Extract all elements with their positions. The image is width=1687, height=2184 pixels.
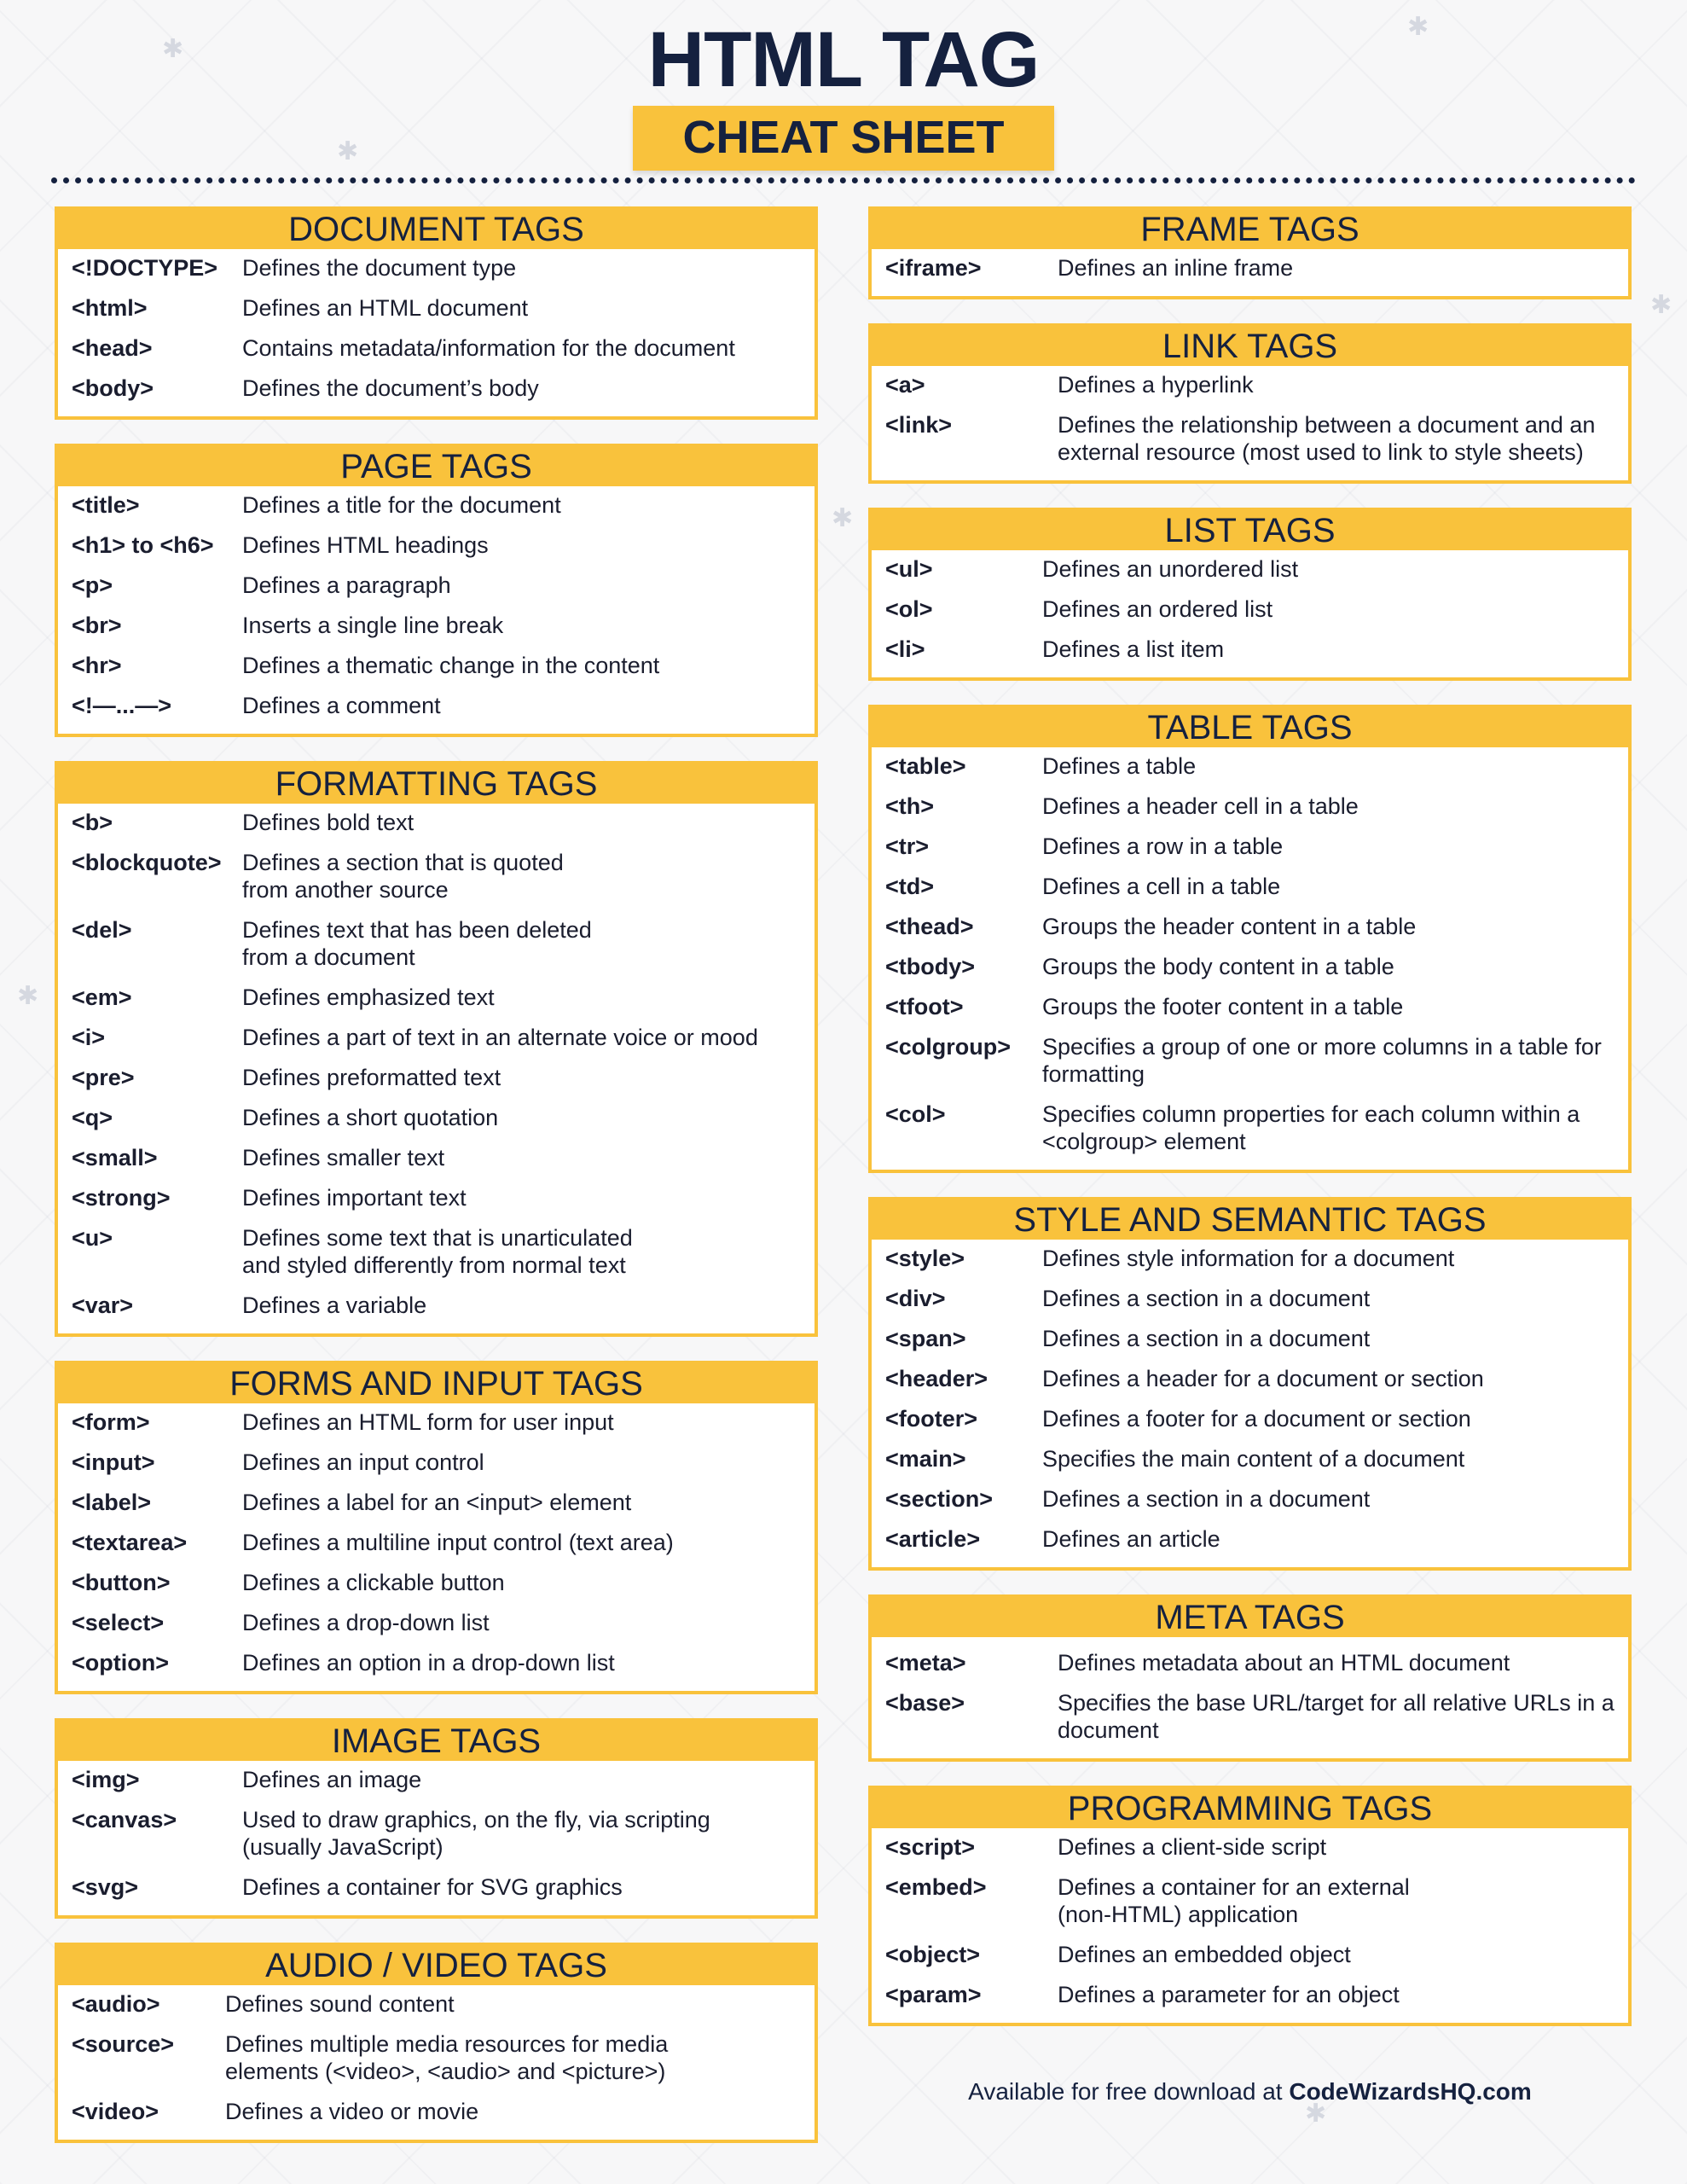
document-tags-section — [55, 206, 818, 420]
dotted-divider — [51, 177, 1636, 183]
tag-row — [72, 254, 801, 282]
tag-row — [72, 1529, 801, 1556]
tag-row — [72, 1990, 801, 2018]
link-tags-section — [868, 323, 1632, 484]
tag-description: Defines a title for the document — [242, 492, 561, 518]
tag-row — [72, 334, 801, 362]
tag-name: <main> — [885, 1446, 966, 1472]
tag-row — [885, 1285, 1615, 1312]
tag-row — [72, 1409, 801, 1436]
tag-row — [885, 993, 1615, 1020]
tag-description: Inserts a single line break — [242, 613, 504, 638]
tag-name: <ol> — [885, 596, 933, 622]
sparkle-icon: ✱ — [1407, 13, 1429, 41]
tag-description: Defines an article — [1042, 1526, 1220, 1552]
tag-name: <blockquote> — [72, 850, 222, 875]
tag-row — [885, 873, 1615, 900]
tag-description: Defines a table — [1042, 753, 1197, 779]
tag-description: Defines a cell in a table — [1042, 874, 1281, 899]
tag-description: Defines a short quotation — [242, 1105, 499, 1130]
tag-name: <tbody> — [885, 954, 976, 979]
section-title: PAGE TAGS — [58, 447, 815, 486]
tag-row — [885, 1981, 1615, 2008]
tag-description: Defines an unordered list — [1042, 556, 1299, 582]
tag-description: Defines style information for a document — [1042, 1246, 1455, 1271]
tag-description: Defines sound content — [225, 1991, 455, 2017]
tag-name: <meta> — [885, 1650, 966, 1676]
tag-name: <canvas> — [72, 1807, 177, 1833]
tag-row — [885, 636, 1615, 663]
tag-row — [885, 953, 1615, 980]
tag-description: Defines the document type — [242, 255, 517, 281]
tag-name: <footer> — [885, 1406, 978, 1432]
tag-description: Defines a part of text in an alternate voice or mood — [242, 1025, 758, 1050]
tag-description: Defines a container for SVG graphics — [242, 1874, 623, 1900]
tag-description: Defines an option in a drop-down list — [242, 1650, 615, 1676]
tag-description: Defines an inline frame — [1058, 255, 1294, 281]
section-title: PROGRAMMING TAGS — [872, 1789, 1628, 1828]
tag-description: Defines a client-side script — [1058, 1834, 1327, 1860]
tag-description: Defines an ordered list — [1042, 596, 1273, 622]
tag-row — [72, 692, 801, 719]
sparkle-icon: ✱ — [832, 504, 854, 532]
list-tags-section — [868, 508, 1632, 681]
tag-description: Defines a label for an <input> element — [242, 1490, 632, 1515]
tag-row — [72, 1873, 801, 1901]
tag-row — [72, 294, 801, 322]
tag-row — [885, 913, 1615, 940]
tag-name: <var> — [72, 1292, 134, 1318]
tag-name: <br> — [72, 613, 122, 638]
tag-name: <table> — [885, 753, 966, 779]
tag-description: Defines a footer for a document or section — [1042, 1406, 1471, 1432]
sparkle-icon: ✱ — [162, 35, 184, 63]
tag-row — [72, 916, 801, 971]
audio-video-tags-section — [55, 1943, 818, 2143]
tag-row — [885, 752, 1615, 780]
tag-row — [72, 1024, 801, 1051]
tag-description: Specifies column properties for each column within a <colgroup> element — [1042, 1101, 1580, 1154]
section-title: IMAGE TAGS — [58, 1722, 815, 1761]
sparkle-icon: ✱ — [1305, 2100, 1327, 2128]
tag-row — [72, 572, 801, 599]
tag-row — [72, 1449, 801, 1476]
tag-name: <html> — [72, 295, 148, 321]
tag-description: Defines a parameter for an object — [1058, 1982, 1400, 2007]
footer-text: Available for free download at — [968, 2078, 1290, 2105]
image-tags-section — [55, 1718, 818, 1919]
tag-row — [885, 1689, 1615, 1744]
tag-name: <object> — [885, 1942, 981, 1967]
page-title: HTML TAG — [647, 16, 1040, 103]
tag-row — [885, 1245, 1615, 1272]
tag-name: <link> — [885, 412, 953, 438]
table-tags-section — [868, 705, 1632, 1173]
tag-description: Specifies the main content of a document — [1042, 1446, 1465, 1472]
page-tags-section — [55, 444, 818, 737]
frame-tags-section — [868, 206, 1632, 299]
left-column — [55, 206, 818, 2167]
tag-row — [885, 1365, 1615, 1392]
tag-row — [885, 1525, 1615, 1553]
tag-name: <div> — [885, 1286, 946, 1311]
tag-description: Defines a hyperlink — [1058, 372, 1254, 398]
tag-row — [72, 1766, 801, 1793]
tag-row — [885, 254, 1615, 282]
tag-description: Defines important text — [242, 1185, 467, 1211]
tag-name: <button> — [72, 1570, 171, 1595]
tag-name: <span> — [885, 1326, 966, 1351]
tag-name: <audio> — [72, 1991, 160, 2017]
tag-row — [885, 411, 1615, 466]
tag-description: Defines a container for an external (non-HTML) application — [1058, 1874, 1410, 1927]
page-subtitle: CHEAT SHEET — [633, 106, 1053, 171]
style-semantic-tags-section — [868, 1197, 1632, 1571]
sparkle-icon: ✱ — [337, 137, 359, 166]
tag-description: Defines a paragraph — [242, 572, 451, 598]
tag-name: <strong> — [72, 1185, 171, 1211]
tag-row — [885, 555, 1615, 583]
tag-description: Groups the body content in a table — [1042, 954, 1394, 979]
tag-row — [885, 833, 1615, 860]
tag-description: Defines a multiline input control (text area) — [242, 1530, 674, 1555]
tag-row — [885, 1033, 1615, 1088]
tag-description: Defines some text that is unarticulated and styled differently from normal text — [242, 1225, 633, 1278]
tag-name: <iframe> — [885, 255, 982, 281]
tag-name: <del> — [72, 917, 132, 943]
tag-name: <body> — [72, 375, 154, 401]
tag-row — [885, 1101, 1615, 1155]
tag-row — [72, 531, 801, 559]
tag-name: <thead> — [885, 914, 974, 939]
tag-name: <input> — [72, 1449, 155, 1475]
tag-name: <svg> — [72, 1874, 139, 1900]
programming-tags-section — [868, 1786, 1632, 2026]
tag-row — [885, 1649, 1615, 1676]
tag-row — [72, 2098, 801, 2125]
tag-description: Defines preformatted text — [242, 1065, 501, 1090]
tag-name: <li> — [885, 636, 925, 662]
tag-description: Defines a clickable button — [242, 1570, 505, 1595]
section-title: LIST TAGS — [872, 511, 1628, 550]
footer-site-link[interactable]: CodeWizardsHQ.com — [1289, 2078, 1532, 2105]
tag-name: <video> — [72, 2099, 159, 2124]
tag-name: <source> — [72, 2031, 175, 2057]
tag-name: <th> — [885, 793, 935, 819]
tag-description: Defines bold text — [242, 810, 415, 835]
tag-description: Defines multiple media resources for media elements (<video>, <audio> and <picture>) — [225, 2031, 669, 2084]
tag-row — [72, 1144, 801, 1171]
tag-row — [72, 2030, 801, 2085]
tag-name: <col> — [885, 1101, 946, 1127]
tag-name: <!—...—> — [72, 693, 172, 718]
tag-description: Defines an embedded object — [1058, 1942, 1351, 1967]
tag-name: <ul> — [885, 556, 933, 582]
tag-name: <p> — [72, 572, 113, 598]
tag-row — [885, 595, 1615, 623]
tag-description: Defines a list item — [1042, 636, 1225, 662]
section-title: TABLE TAGS — [872, 708, 1628, 747]
tag-description: Defines a section in a document — [1042, 1286, 1371, 1311]
tag-name: <head> — [72, 335, 153, 361]
tag-description: Defines an HTML document — [242, 295, 529, 321]
tag-name: <label> — [72, 1490, 152, 1515]
tag-name: <embed> — [885, 1874, 987, 1900]
tag-row — [885, 1405, 1615, 1432]
tag-row — [72, 1104, 801, 1131]
tag-row — [72, 1569, 801, 1596]
tag-name: <i> — [72, 1025, 106, 1050]
tag-name: <hr> — [72, 653, 122, 678]
tag-description: Defines the relationship between a document and an external resource (most used to link to style sheets) — [1058, 412, 1596, 465]
tag-name: <select> — [72, 1610, 165, 1635]
tag-name: <header> — [885, 1366, 988, 1391]
tag-name: <base> — [885, 1690, 965, 1716]
tag-row — [885, 371, 1615, 398]
right-column — [868, 206, 1632, 2050]
tag-description: Defines a thematic change in the content — [242, 653, 660, 678]
tag-name: <option> — [72, 1650, 169, 1676]
tag-row — [72, 1806, 801, 1861]
section-title: AUDIO / VIDEO TAGS — [58, 1946, 815, 1985]
tag-name: <pre> — [72, 1065, 135, 1090]
tag-row — [885, 1445, 1615, 1472]
tag-description: Used to draw graphics, on the fly, via scripting (usually JavaScript) — [242, 1807, 710, 1860]
tag-description: Defines a section in a document — [1042, 1486, 1371, 1512]
tag-row — [72, 1224, 801, 1279]
tag-row — [885, 1873, 1615, 1928]
tag-name: <a> — [885, 372, 925, 398]
tag-row — [72, 849, 801, 903]
tag-description: Defines smaller text — [242, 1145, 445, 1170]
section-title: FORMS AND INPUT TAGS — [58, 1364, 815, 1403]
section-title: DOCUMENT TAGS — [58, 210, 815, 249]
tag-name: <script> — [885, 1834, 976, 1860]
tag-name: <small> — [72, 1145, 158, 1170]
tag-name: <h1> to <h6> — [72, 532, 214, 558]
tag-name: <title> — [72, 492, 140, 518]
tag-name: <em> — [72, 985, 132, 1010]
tag-description: Defines a variable — [242, 1292, 427, 1318]
tag-row — [72, 1649, 801, 1676]
tag-row — [885, 1833, 1615, 1861]
tag-description: Defines an HTML form for user input — [242, 1409, 614, 1435]
sparkle-icon: ✱ — [17, 982, 39, 1010]
formatting-tags-section — [55, 761, 818, 1337]
tag-description: Defines the document’s body — [242, 375, 539, 401]
tag-row — [72, 1064, 801, 1091]
tag-row — [72, 652, 801, 679]
tag-name: <q> — [72, 1105, 113, 1130]
tag-description: Defines a video or movie — [225, 2099, 479, 2124]
tag-name: <section> — [885, 1486, 994, 1512]
tag-description: Defines a row in a table — [1042, 834, 1284, 859]
tag-row — [885, 793, 1615, 820]
tag-row — [72, 612, 801, 639]
tag-row — [72, 1184, 801, 1211]
section-title: FORMATTING TAGS — [58, 764, 815, 804]
tag-description: Defines a header cell in a table — [1042, 793, 1359, 819]
tag-description: Groups the footer content in a table — [1042, 994, 1404, 1019]
tag-description: Groups the header content in a table — [1042, 914, 1417, 939]
tag-name: <tfoot> — [885, 994, 964, 1019]
tag-name: <article> — [885, 1526, 981, 1552]
section-title: LINK TAGS — [872, 327, 1628, 366]
tag-description: Defines HTML headings — [242, 532, 489, 558]
tag-name: <tr> — [885, 834, 930, 859]
tag-description: Defines an input control — [242, 1449, 484, 1475]
section-title: STYLE AND SEMANTIC TAGS — [872, 1200, 1628, 1240]
page-header — [0, 17, 1687, 171]
section-title: FRAME TAGS — [872, 210, 1628, 249]
tag-row — [72, 1489, 801, 1516]
meta-tags-section — [868, 1594, 1632, 1762]
tag-row — [72, 1609, 801, 1636]
tag-name: <colgroup> — [885, 1034, 1012, 1060]
footer-note — [868, 2078, 1632, 2106]
section-title: META TAGS — [872, 1598, 1628, 1637]
tag-row — [885, 1325, 1615, 1352]
tag-row — [885, 1485, 1615, 1513]
sparkle-icon: ✱ — [1650, 291, 1673, 319]
tag-description: Defines an image — [242, 1767, 422, 1792]
tag-description: Contains metadata/information for the document — [242, 335, 735, 361]
tag-description: Defines a section that is quoted from another source — [242, 850, 564, 903]
tag-description: Specifies the base URL/target for all relative URLs in a document — [1058, 1690, 1615, 1743]
tag-name: <textarea> — [72, 1530, 188, 1555]
tag-name: <b> — [72, 810, 113, 835]
tag-name: <form> — [72, 1409, 150, 1435]
tag-description: Defines a comment — [242, 693, 441, 718]
tag-row — [72, 984, 801, 1011]
tag-description: Defines metadata about an HTML document — [1058, 1650, 1510, 1676]
tag-description: Defines a header for a document or section — [1042, 1366, 1484, 1391]
tag-row — [72, 491, 801, 519]
tag-row — [72, 375, 801, 402]
tag-name: <!DOCTYPE> — [72, 255, 218, 281]
tag-name: <style> — [885, 1246, 965, 1271]
tag-description: Defines text that has been deleted from a document — [242, 917, 592, 970]
tag-name: <img> — [72, 1767, 140, 1792]
tag-row — [72, 1292, 801, 1319]
tag-name: <param> — [885, 1982, 982, 2007]
tag-name: <td> — [885, 874, 935, 899]
tag-row — [885, 1941, 1615, 1968]
tag-name: <u> — [72, 1225, 113, 1251]
tag-description: Defines a section in a document — [1042, 1326, 1371, 1351]
tag-description: Defines a drop-down list — [242, 1610, 490, 1635]
forms-input-tags-section — [55, 1361, 818, 1694]
tag-description: Specifies a group of one or more columns in a table for formatting — [1042, 1034, 1602, 1087]
tag-row — [72, 809, 801, 836]
tag-description: Defines emphasized text — [242, 985, 495, 1010]
